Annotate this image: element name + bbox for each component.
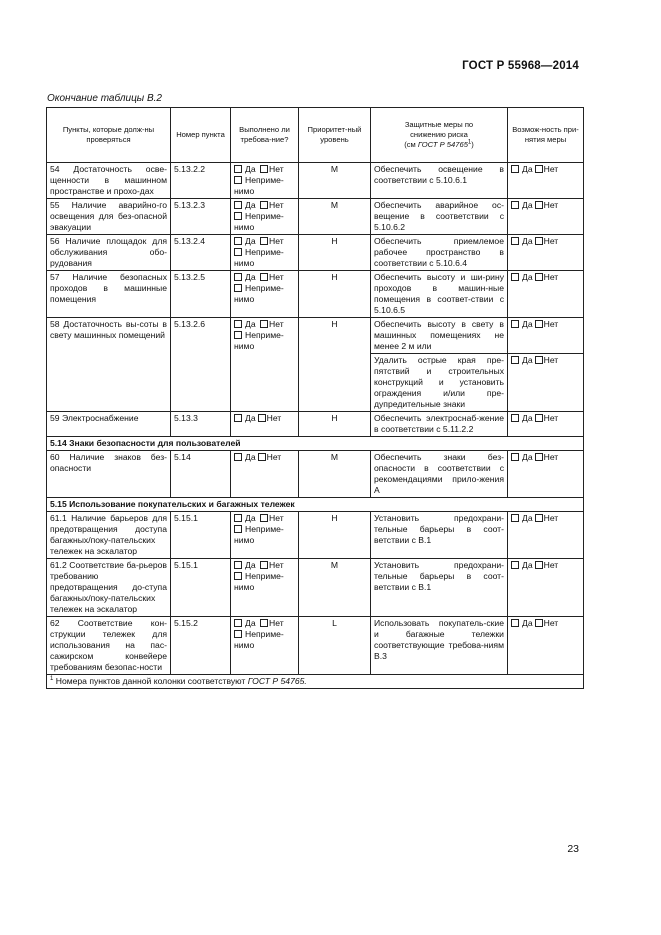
yes-checkbox[interactable] xyxy=(511,273,519,281)
yes-label: Да xyxy=(522,452,533,462)
no-checkbox[interactable] xyxy=(535,619,543,627)
row-measure: Установить предохрани-тельные барьеры в соот-ветствии с В.1 xyxy=(371,559,508,617)
na-checkbox[interactable] xyxy=(234,176,242,184)
yes-label: Да xyxy=(522,319,533,329)
yes-checkbox[interactable] xyxy=(511,561,519,569)
no-checkbox[interactable] xyxy=(258,414,266,422)
row-done xyxy=(231,559,299,617)
row-number: 5.13.2.3 xyxy=(171,199,231,235)
yes-checkbox[interactable] xyxy=(234,320,242,328)
no-label: Нет xyxy=(266,452,282,462)
document-id: ГОСТ Р 55968—2014 xyxy=(462,60,579,72)
col-header-acceptance: Возмож-ность при-нятия меры xyxy=(508,108,584,163)
no-checkbox[interactable] xyxy=(535,561,543,569)
yes-checkbox[interactable] xyxy=(511,320,519,328)
yes-label: Да xyxy=(522,355,533,365)
no-checkbox[interactable] xyxy=(260,320,268,328)
no-checkbox[interactable] xyxy=(260,165,268,173)
yes-label: Да xyxy=(522,560,533,570)
measures-header-ref-suffix: ) xyxy=(471,140,474,149)
row-acceptance xyxy=(508,617,584,675)
yes-label: Да xyxy=(522,513,533,523)
footnote xyxy=(47,675,584,689)
no-label: Нет xyxy=(543,618,559,628)
table-header xyxy=(47,108,584,163)
row-acceptance xyxy=(508,199,584,235)
yes-checkbox[interactable] xyxy=(511,619,519,627)
col-header-done: Выполнено ли требова-ние? xyxy=(231,108,299,163)
row-measure: Обеспечить высоту и ши-рину проходов в машин-ные помещения в соответ-ствии с 5.10.6.5 xyxy=(371,271,508,318)
yes-checkbox[interactable] xyxy=(234,514,242,522)
table-row xyxy=(47,163,584,199)
row-done xyxy=(231,163,299,199)
yes-label: Да xyxy=(522,164,533,174)
row-priority: H xyxy=(299,512,371,559)
row-acceptance xyxy=(508,235,584,271)
yes-label: Да xyxy=(245,618,256,628)
na-label: Неприме-нимо xyxy=(234,524,284,545)
yes-checkbox[interactable] xyxy=(511,514,519,522)
no-checkbox[interactable] xyxy=(535,165,543,173)
row-item: 54 Достаточность осве-щенности в машинном пространстве и прохо-дах xyxy=(47,163,171,199)
col-header-item: Пункты, которые долж-ны проверяться xyxy=(47,108,171,163)
no-checkbox[interactable] xyxy=(535,237,543,245)
na-label: Неприме-нимо xyxy=(234,247,284,268)
no-label: Нет xyxy=(543,560,559,570)
no-label: Нет xyxy=(543,413,559,423)
row-acceptance xyxy=(508,271,584,318)
na-checkbox[interactable] xyxy=(234,248,242,256)
row-measure: Обеспечить освещение в соответствии с 5.10.6.1 xyxy=(371,163,508,199)
row-acceptance xyxy=(508,318,584,354)
yes-checkbox[interactable] xyxy=(511,453,519,461)
no-checkbox[interactable] xyxy=(535,453,543,461)
yes-label: Да xyxy=(245,452,256,462)
table-row xyxy=(47,235,584,271)
yes-checkbox[interactable] xyxy=(511,165,519,173)
table-row xyxy=(47,559,584,617)
row-done xyxy=(231,451,299,498)
row-number: 5.15.1 xyxy=(171,512,231,559)
row-acceptance xyxy=(508,412,584,437)
yes-label: Да xyxy=(522,200,533,210)
no-label: Нет xyxy=(543,272,559,282)
row-priority: M xyxy=(299,163,371,199)
row-measure: Обеспечить аварийное ос-вещение в соответствии с 5.10.6.2 xyxy=(371,199,508,235)
yes-checkbox[interactable] xyxy=(234,453,242,461)
na-label: Неприме-нимо xyxy=(234,629,284,650)
row-done xyxy=(231,271,299,318)
row-number: 5.13.3 xyxy=(171,412,231,437)
no-label: Нет xyxy=(543,452,559,462)
footnote-ref: ГОСТ Р 54765. xyxy=(247,676,307,686)
no-checkbox[interactable] xyxy=(260,619,268,627)
na-label: Неприме-нимо xyxy=(234,283,284,304)
table-caption: Окончание таблицы В.2 xyxy=(47,93,162,104)
row-number: 5.13.2.2 xyxy=(171,163,231,199)
col-header-priority: Приоритет-ный уровень xyxy=(299,108,371,163)
no-label: Нет xyxy=(269,272,284,282)
na-checkbox[interactable] xyxy=(234,525,242,533)
no-checkbox[interactable] xyxy=(535,273,543,281)
footnote-row xyxy=(47,675,584,689)
row-measure: Удалить острые края пре-пятствий и строительных конструкций и установить ограждения и/или пре-дупредительные знаки xyxy=(371,354,508,412)
row-done xyxy=(231,318,299,412)
yes-checkbox[interactable] xyxy=(234,273,242,281)
no-label: Нет xyxy=(269,513,284,523)
table-row xyxy=(47,199,584,235)
row-acceptance xyxy=(508,354,584,412)
table-row xyxy=(47,271,584,318)
row-item: 62 Соответствие кон-струкции тележек для использования на пас-сажирском конвейере требованиям безопас-ности xyxy=(47,617,171,675)
row-done xyxy=(231,199,299,235)
row-number: 5.13.2.4 xyxy=(171,235,231,271)
measures-header-line1: Защитные меры по xyxy=(404,120,474,129)
table-row xyxy=(47,412,584,437)
measures-header-sup: 1 xyxy=(467,139,472,146)
row-measure: Использовать покупатель-ские и багажные тележки соответствующие требова-ниям В.3 xyxy=(371,617,508,675)
row-done xyxy=(231,617,299,675)
measures-header-ref: ГОСТ Р 54765 xyxy=(417,140,468,149)
row-acceptance xyxy=(508,451,584,498)
row-acceptance xyxy=(508,559,584,617)
row-number: 5.15.2 xyxy=(171,617,231,675)
yes-checkbox[interactable] xyxy=(234,165,242,173)
yes-label: Да xyxy=(245,164,256,174)
row-number: 5.13.2.6 xyxy=(171,318,231,412)
no-label: Нет xyxy=(543,200,559,210)
row-measure: Обеспечить высоту в свету в машинных помещениях не менее 2 м или xyxy=(371,318,508,354)
no-checkbox[interactable] xyxy=(535,514,543,522)
table-row xyxy=(47,512,584,559)
row-item: 61.2 Соответствие ба-рьеров требованию предотвращения до-ступа багажных/поку-пательских тележек на эскалатор xyxy=(47,559,171,617)
row-item: 59 Электроснабжение xyxy=(47,412,171,437)
yes-label: Да xyxy=(522,618,533,628)
measures-header-ref-prefix: (см xyxy=(404,140,416,149)
row-priority: H xyxy=(299,412,371,437)
row-item: 56 Наличие площадок для обслуживания обо-рудования xyxy=(47,235,171,271)
page-number: 23 xyxy=(567,843,579,855)
na-label: Неприме-нимо xyxy=(234,211,284,232)
yes-label: Да xyxy=(245,319,256,329)
na-label: Неприме-нимо xyxy=(234,175,284,196)
yes-checkbox[interactable] xyxy=(234,414,242,422)
no-label: Нет xyxy=(543,319,559,329)
no-label: Нет xyxy=(543,513,559,523)
na-checkbox[interactable] xyxy=(234,331,242,339)
yes-checkbox[interactable] xyxy=(234,619,242,627)
no-label: Нет xyxy=(269,236,284,246)
row-priority: L xyxy=(299,617,371,675)
no-label: Нет xyxy=(269,560,284,570)
no-label: Нет xyxy=(543,236,559,246)
yes-label: Да xyxy=(522,236,533,246)
yes-checkbox[interactable] xyxy=(511,356,519,364)
section-heading-5-15: 5.15 Использование покупательских и багажных тележек xyxy=(47,498,584,512)
na-label: Неприме-нимо xyxy=(234,571,284,592)
row-done xyxy=(231,412,299,437)
row-number: 5.14 xyxy=(171,451,231,498)
row-number: 5.13.2.5 xyxy=(171,271,231,318)
measures-header-line3 xyxy=(374,140,504,150)
no-checkbox[interactable] xyxy=(260,237,268,245)
no-label: Нет xyxy=(269,164,284,174)
row-item: 60 Наличие знаков без-опасности xyxy=(47,451,171,498)
no-checkbox[interactable] xyxy=(535,414,543,422)
row-item: 61.1 Наличие барьеров для предотвращения доступа багажных/поку-пательских тележек на эскалатор xyxy=(47,512,171,559)
row-measure: Установить предохрани-тельные барьеры в соот-ветствии с В.1 xyxy=(371,512,508,559)
row-measure: Обеспечить приемлемое рабочее пространство в соответствии с 5.10.6.4 xyxy=(371,235,508,271)
no-label: Нет xyxy=(266,413,282,423)
row-measure: Обеспечить знаки без-опасности в соответствии с рекомендациями прило-жения А xyxy=(371,451,508,498)
no-label: Нет xyxy=(269,319,284,329)
section-row xyxy=(47,498,584,512)
no-label: Нет xyxy=(543,355,559,365)
no-checkbox[interactable] xyxy=(260,514,268,522)
na-checkbox[interactable] xyxy=(234,572,242,580)
table-row xyxy=(47,451,584,498)
na-checkbox[interactable] xyxy=(234,630,242,638)
row-number: 5.15.1 xyxy=(171,559,231,617)
row-measure: Обеспечить электроснаб-жение в соответствии с 5.11.2.2 xyxy=(371,412,508,437)
row-priority: H xyxy=(299,235,371,271)
yes-label: Да xyxy=(245,513,256,523)
row-done xyxy=(231,235,299,271)
no-checkbox[interactable] xyxy=(535,320,543,328)
yes-checkbox[interactable] xyxy=(234,237,242,245)
row-acceptance xyxy=(508,512,584,559)
section-heading-5-14: 5.14 Знаки безопасности для пользователей xyxy=(47,437,584,451)
row-priority: H xyxy=(299,271,371,318)
section-row xyxy=(47,437,584,451)
no-checkbox[interactable] xyxy=(535,201,543,209)
no-label: Нет xyxy=(269,200,284,210)
checklist-table xyxy=(46,107,584,689)
na-checkbox[interactable] xyxy=(234,284,242,292)
row-done xyxy=(231,512,299,559)
table-row xyxy=(47,318,584,354)
yes-label: Да xyxy=(245,236,256,246)
row-acceptance xyxy=(508,163,584,199)
col-header-number: Номер пункта xyxy=(171,108,231,163)
na-checkbox[interactable] xyxy=(234,212,242,220)
table-row xyxy=(47,617,584,675)
footnote-text: Номера пунктов данной колонки соответствуют xyxy=(55,676,246,686)
row-item: 55 Наличие аварийно-го освещения для без-опасной эвакуации xyxy=(47,199,171,235)
col-header-measures xyxy=(371,108,508,163)
row-priority: M xyxy=(299,451,371,498)
yes-checkbox[interactable] xyxy=(234,561,242,569)
yes-checkbox[interactable] xyxy=(511,237,519,245)
no-label: Нет xyxy=(543,164,559,174)
no-label: Нет xyxy=(269,618,284,628)
row-item: 58 Достаточность вы-соты в свету машинных помещений xyxy=(47,318,171,412)
yes-label: Да xyxy=(245,413,256,423)
yes-checkbox[interactable] xyxy=(511,201,519,209)
row-item: 57 Наличие безопасных проходов в машинные помещения xyxy=(47,271,171,318)
footnote-mark: 1 xyxy=(50,676,54,683)
yes-label: Да xyxy=(522,413,533,423)
no-checkbox[interactable] xyxy=(258,453,266,461)
row-priority: M xyxy=(299,199,371,235)
no-checkbox[interactable] xyxy=(260,273,268,281)
yes-label: Да xyxy=(245,200,256,210)
na-label: Неприме-нимо xyxy=(234,330,284,351)
yes-label: Да xyxy=(245,272,256,282)
yes-checkbox[interactable] xyxy=(234,201,242,209)
no-checkbox[interactable] xyxy=(260,201,268,209)
measures-header-line2: снижению риска xyxy=(410,130,468,139)
no-checkbox[interactable] xyxy=(535,356,543,364)
no-checkbox[interactable] xyxy=(260,561,268,569)
row-priority: H xyxy=(299,318,371,412)
row-priority: M xyxy=(299,559,371,617)
yes-checkbox[interactable] xyxy=(511,414,519,422)
yes-label: Да xyxy=(522,272,533,282)
yes-label: Да xyxy=(245,560,256,570)
